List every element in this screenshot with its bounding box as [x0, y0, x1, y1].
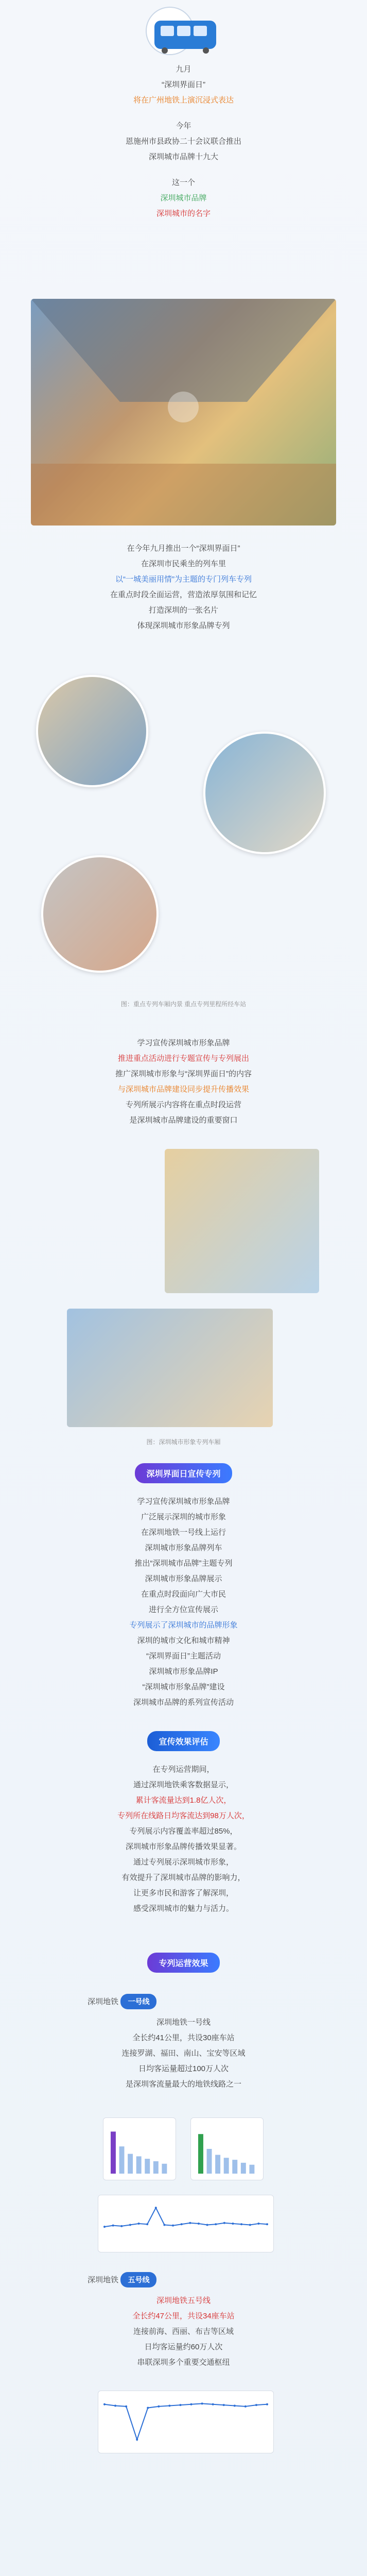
mid-line-1: 学习宣传深圳城市形象品牌 [137, 1039, 230, 1047]
data-point [240, 2223, 242, 2225]
intro2-line-1: 在今年九月推出一个“深圳界面日” [127, 544, 240, 553]
s2-line-6: 深圳城市形象品牌传播效果显著。 [125, 1842, 241, 1851]
data-point [172, 2225, 174, 2227]
line1-text-4: 日均客运量超过100万人次 [138, 2064, 229, 2073]
series-line [104, 2208, 267, 2227]
s2-line-7: 通过专列展示深圳城市形象， [133, 1858, 234, 1867]
s2-line-5: 专列展示内容覆盖率超过85%， [129, 1827, 238, 1836]
s2-line-3: 累计客流量达到1.8亿人次， [135, 1796, 232, 1805]
data-point [129, 2224, 131, 2226]
line5-prefix: 深圳地铁 [88, 2276, 119, 2284]
section-2 [0, 1731, 367, 1751]
intro2-line-2: 在深圳市民乘坐的列车里 [141, 560, 226, 568]
data-point [136, 2438, 138, 2441]
intro-line-5: 恩施州市县政协二十会议联合推出 [125, 137, 241, 146]
bar [215, 2155, 220, 2174]
intro2-line-3: 以“一城美丽用情”为主题的专门列车专列 [115, 575, 252, 584]
line1-prefix: 深圳地铁 [88, 1997, 119, 2006]
section-1-text [0, 1494, 367, 1710]
data-point [198, 2223, 200, 2225]
section-2-text [0, 1762, 367, 1917]
mid-line-5: 专列所展示内容将在重点时段运营 [125, 1100, 241, 1109]
intro-line-2: “深圳界面日” [162, 80, 205, 89]
line-chart-2-svg [98, 2391, 273, 2453]
circle-photo-3 [41, 855, 159, 973]
intro-line-1: 九月 [176, 65, 191, 74]
section-3 [0, 1953, 367, 1973]
door-photo [165, 1149, 319, 1293]
series-line [104, 2403, 267, 2439]
s1-line-7: 在重点时段面向广大市民 [141, 1590, 226, 1599]
data-point [181, 2223, 183, 2225]
data-point [189, 2222, 191, 2224]
s2-line-9: 让更多市民和游客了解深圳， [133, 1889, 234, 1897]
bar [224, 2158, 229, 2174]
section-3-banner: 专列运营效果 [147, 1953, 219, 1973]
data-point [125, 2405, 127, 2408]
mid-line-6: 是深圳城市品牌建设的重要窗口 [129, 1116, 238, 1125]
s1-line-5: 推出“深圳城市品牌”主题专列 [134, 1559, 233, 1568]
data-point [206, 2224, 208, 2226]
intro-line-6: 深圳城市品牌十九大 [148, 152, 218, 161]
bar [153, 2161, 159, 2174]
line1-chip: 一号线 [120, 1994, 156, 2009]
intro-line-9: 深圳城市的名字 [156, 209, 211, 218]
data-point [155, 2207, 157, 2209]
data-point [120, 2225, 123, 2227]
data-point [103, 2226, 106, 2228]
s2-line-2: 通过深圳地铁乘客数据显示， [133, 1781, 234, 1789]
data-point [163, 2224, 165, 2226]
data-point [190, 2403, 193, 2405]
bar [136, 2156, 142, 2174]
s1-line-9: 专列展示了深圳城市的品牌形象 [129, 1621, 238, 1630]
caption-2: 图：深圳城市形象专列车厢 [146, 1438, 221, 1446]
line5-text-1: 深圳地铁五号线 [156, 2296, 211, 2305]
s1-line-4: 深圳城市形象品牌列车 [145, 1544, 222, 1552]
intro-line-8: 深圳城市品牌 [160, 194, 207, 202]
bar [119, 2146, 125, 2174]
data-point [215, 2223, 217, 2225]
s2-line-10: 感受深圳城市的魅力与活力。 [133, 1904, 234, 1913]
data-point [146, 2223, 148, 2225]
s2-line-1: 在专列运营期间， [152, 1765, 215, 1774]
line-chart-1-svg [98, 2195, 273, 2252]
mid-line-2: 推进重点活动进行专题宣传与专列展出 [117, 1054, 249, 1063]
intro2-line-4: 在重点时段全面运营，营造浓厚氛围和记忆 [110, 590, 257, 599]
data-point [212, 2403, 214, 2405]
bar [198, 2134, 203, 2174]
intro2-line-5: 打造深圳的一张名片 [148, 606, 218, 615]
section-1 [0, 1463, 367, 1483]
line5-text-3: 连接前海、西丽、布吉等区域 [133, 2327, 234, 2336]
intro-line-7: 这一个 [171, 178, 195, 187]
bar-chart-2-svg [191, 2118, 263, 2180]
data-point [244, 2405, 247, 2408]
circle-photo-1 [36, 675, 148, 787]
line5-block [0, 2272, 367, 2370]
bar [207, 2149, 212, 2174]
s1-line-8: 进行全方位宣传展示 [148, 1605, 218, 1614]
bar [111, 2131, 116, 2174]
data-point [168, 2404, 170, 2406]
data-point [103, 2403, 106, 2405]
data-point [138, 2223, 140, 2225]
bar-chart-2 [190, 2117, 264, 2180]
s2-line-4: 专列所在线路日均客流达到98万人次， [117, 1811, 250, 1820]
s2-line-8: 有效提升了深圳城市品牌的影响力， [121, 1873, 246, 1882]
s1-line-3: 在深圳地铁一号线上运行 [141, 1528, 226, 1537]
s1-line-1: 学习宣传深圳城市形象品牌 [137, 1497, 230, 1506]
intro-text [0, 62, 367, 222]
data-point [223, 2222, 225, 2224]
data-point [147, 2407, 149, 2409]
bar [145, 2159, 150, 2174]
intro-line-4: 今年 [176, 122, 191, 130]
data-point [266, 2223, 268, 2225]
intro-line-3: 将在广州地铁上演沉浸式表达 [133, 96, 234, 105]
section-1-banner: 深圳界面日宣传专列 [135, 1463, 232, 1483]
line5-text-5: 串联深圳多个重要交通枢纽 [137, 2358, 230, 2367]
data-point [179, 2404, 181, 2406]
data-point [232, 2223, 234, 2225]
s1-line-14: 深圳城市品牌的系列宣传活动 [133, 1698, 234, 1707]
s1-line-11: “深圳界面日”主题活动 [146, 1652, 221, 1660]
s1-line-12: 深圳城市形象品牌IP [149, 1667, 218, 1676]
line5-text-2: 全长约47公里，共设34座车站 [132, 2312, 235, 2320]
s1-line-10: 深圳的城市文化和城市精神 [137, 1636, 230, 1645]
data-point [249, 2224, 251, 2226]
mid-line-3: 推广深圳城市形象与“深圳界面日”的内容 [115, 1070, 252, 1078]
data-point [223, 2404, 225, 2406]
bar [162, 2164, 167, 2174]
line1-text-5: 是深圳客流量最大的地铁线路之一 [125, 2080, 241, 2089]
line1-block [0, 1994, 367, 2092]
data-point [257, 2223, 259, 2225]
data-point [266, 2403, 268, 2405]
train-interior-photo [31, 299, 336, 526]
header-illustration [0, 0, 367, 57]
mid-line-4: 与深圳城市品牌建设同步提升传播效果 [117, 1085, 249, 1094]
caption-1: 图：重点专列车厢内景 重点专列里程所经车站 [120, 1001, 247, 1008]
bar [241, 2163, 246, 2174]
header [0, 0, 367, 57]
circle-photo-2 [203, 732, 326, 854]
data-point [158, 2405, 160, 2408]
line1-text-1: 深圳地铁一号线 [156, 2018, 211, 2027]
mid-text [0, 1036, 367, 1128]
door-photo-2 [67, 1309, 273, 1427]
s1-line-13: “深圳城市形象品牌”建设 [142, 1683, 225, 1691]
line1-text-3: 连接罗湖、福田、南山、宝安等区域 [121, 2049, 246, 2058]
s1-line-2: 广泛展示深圳的城市形象 [141, 1513, 226, 1521]
line1-text-2: 全长约41公里，共设30座车站 [132, 2033, 235, 2042]
s1-line-6: 深圳城市形象品牌展示 [145, 1574, 222, 1583]
bar [128, 2154, 133, 2174]
intro2-text [0, 541, 367, 634]
line5-text-4: 日均客运量约60万人次 [144, 2343, 223, 2351]
bar-chart-1 [103, 2117, 176, 2180]
section-2-banner: 宣传效果评估 [147, 1731, 219, 1751]
line-chart-1 [98, 2195, 274, 2252]
bar [232, 2160, 237, 2174]
data-point [201, 2402, 203, 2404]
line-chart-2 [98, 2391, 274, 2453]
bar [249, 2165, 254, 2174]
data-point [234, 2404, 236, 2406]
data-point [114, 2404, 116, 2406]
bar-chart-1-svg [103, 2118, 176, 2180]
data-point [255, 2404, 257, 2406]
data-point [112, 2225, 114, 2227]
line5-chip: 五号线 [120, 2272, 156, 2287]
intro2-line-6: 体现深圳城市形象品牌专列 [137, 621, 230, 630]
